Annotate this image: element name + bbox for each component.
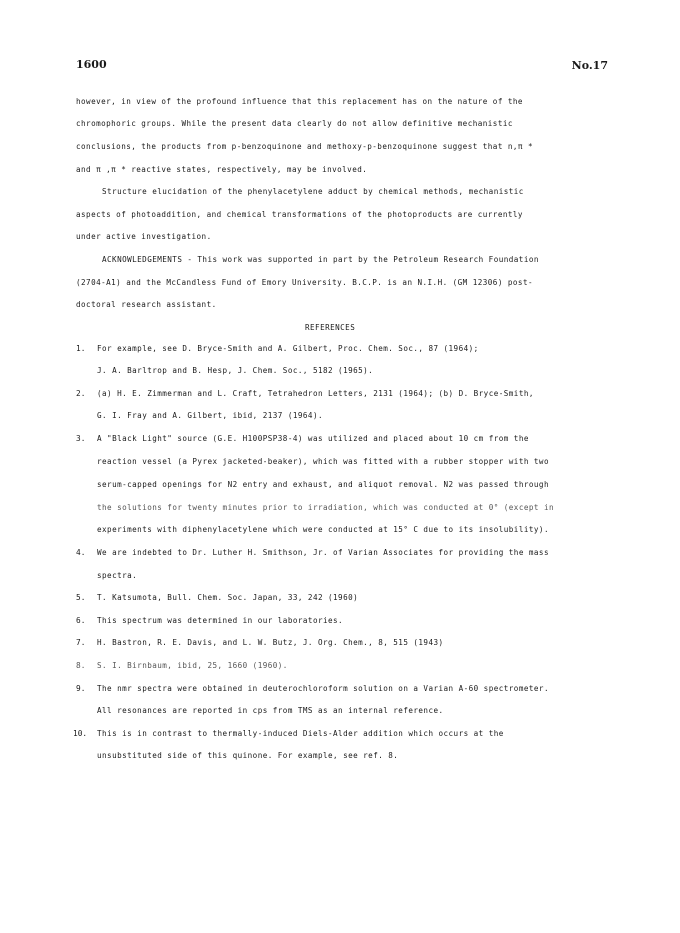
reference-line: A "Black Light" source (G.E. H100PSP38-4) was utilized and placed about 10 cm from the [97,434,529,443]
reference-line: We are indebted to Dr. Luther H. Smithson, Jr. of Varian Associates for providing the mass [97,548,549,557]
text-line: and π ,π * reactive states, respectively, may be involved. [76,165,368,174]
reference-line: experiments with diphenylacetylene which were conducted at 15° C due to its insolubility). [97,525,549,534]
reference-line: unsubstituted side of this quinone. For example, see ref. 8. [97,751,399,760]
reference-number: 3. [76,434,86,443]
reference-line: (a) H. E. Zimmerman and L. Craft, Tetrahedron Letters, 2131 (1964); (b) D. Bryce-Smith, [97,389,534,398]
page-number: 1600 [76,58,107,71]
text-line: (2704-A1) and the McCandless Fund of Emory University. B.C.P. is an N.I.H. (GM 12306) post- [76,278,533,287]
reference-line: spectra. [97,571,138,580]
reference-line: This is in contrast to thermally-induced Diels-Alder addition which occurs at the [97,729,504,738]
text-line: under active investigation. [76,232,212,241]
references-heading: REFERENCES [305,323,356,332]
journal-issue: No.17 [571,59,608,72]
reference-number: 5. [76,593,86,602]
text-line: aspects of photoaddition, and chemical transformations of the photoproducts are currently [76,210,523,219]
reference-number: 9. [76,684,86,693]
text-line: however, in view of the profound influence that this replacement has on the nature of the [76,97,523,106]
reference-line: J. A. Barltrop and B. Hesp, J. Chem. Soc., 5182 (1965). [97,366,374,375]
reference-line: The nmr spectra were obtained in deuterochloroform solution on a Varian A-60 spectrometer. [97,684,549,693]
reference-line: T. Katsumota, Bull. Chem. Soc. Japan, 33, 242 (1960) [97,593,359,602]
reference-number: 1. [76,344,86,353]
reference-line: the solutions for twenty minutes prior to irradiation, which was conducted at 0° (except in [97,503,554,512]
reference-number: 4. [76,548,86,557]
reference-line: reaction vessel (a Pyrex jacketed-beaker), which was fitted with a rubber stopper with two [97,457,549,466]
reference-line: All resonances are reported in cps from TMS as an internal reference. [97,706,444,715]
reference-line: This spectrum was determined in our laboratories. [97,616,344,625]
reference-number: 8. [76,661,86,670]
text-line: conclusions, the products from p-benzoquinone and methoxy-p-benzoquinone suggest that n,π * [76,142,533,151]
text-line: chromophoric groups. While the present data clearly do not allow definitive mechanistic [76,119,513,128]
text-line: Structure elucidation of the phenylacetylene adduct by chemical methods, mechanistic [102,187,524,196]
reference-number: 10. [73,729,88,738]
reference-line: S. I. Birnbaum, ibid, 25, 1660 (1960). [97,661,288,670]
reference-line: G. I. Fray and A. Gilbert, ibid, 2137 (1964). [97,411,323,420]
reference-number: 6. [76,616,86,625]
reference-number: 7. [76,638,86,647]
text-line: doctoral research assistant. [76,300,217,309]
reference-number: 2. [76,389,86,398]
reference-line: H. Bastron, R. E. Davis, and L. W. Butz, J. Org. Chem., 8, 515 (1943) [97,638,444,647]
reference-line: For example, see D. Bryce-Smith and A. Gilbert, Proc. Chem. Soc., 87 (1964); [97,344,479,353]
text-line: ACKNOWLEDGEMENTS - This work was supported in part by the Petroleum Research Foundation [102,255,539,264]
reference-line: serum-capped openings for N2 entry and exhaust, and aliquot removal. N2 was passed through [97,480,549,489]
